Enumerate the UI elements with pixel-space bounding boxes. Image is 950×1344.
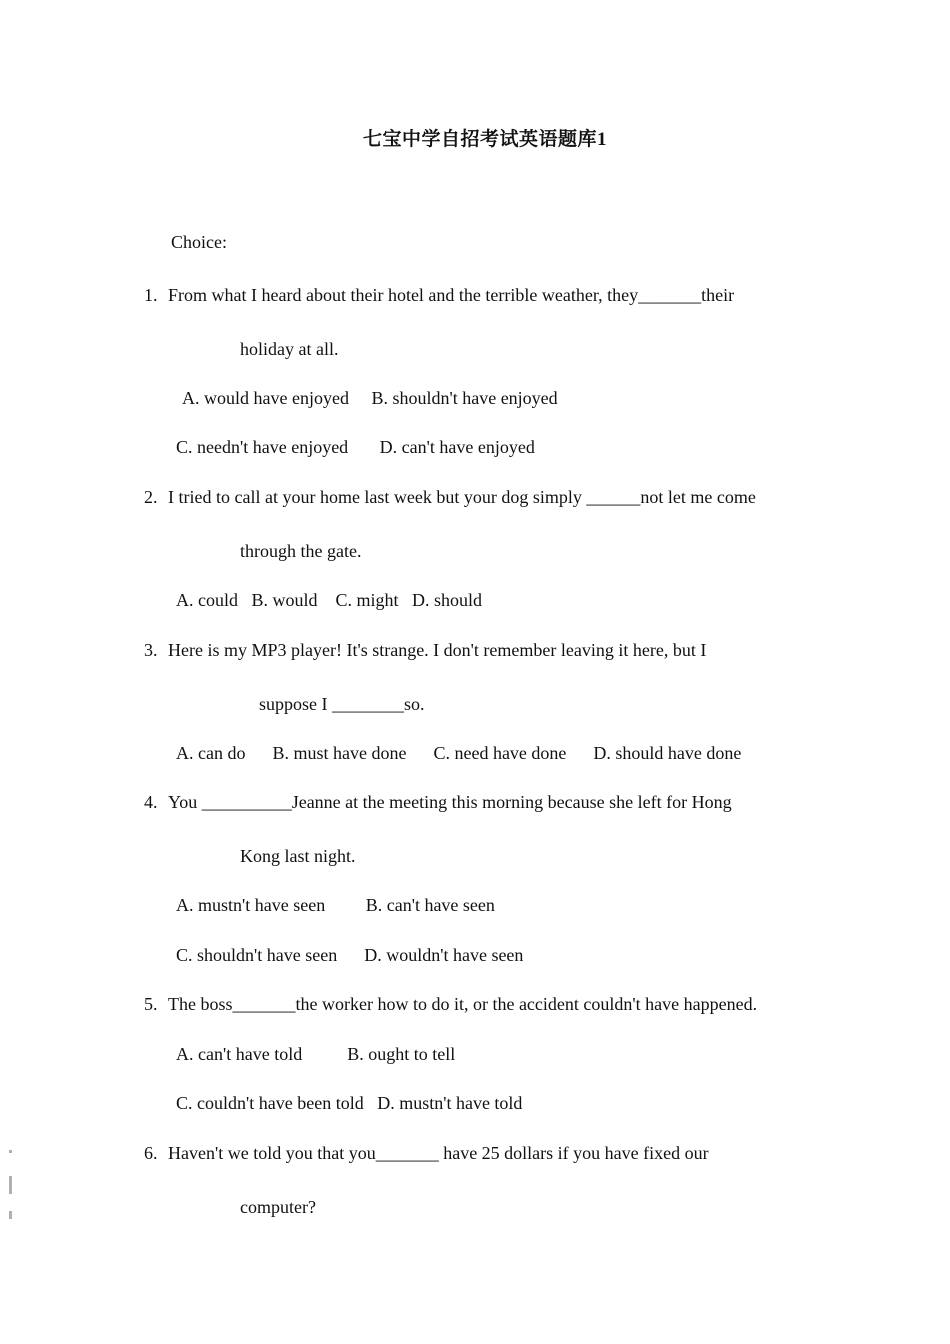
question-5 — [144, 992, 757, 1016]
option-line: A. could B. would C. might D. should — [176, 590, 483, 610]
margin-mark — [9, 1211, 12, 1219]
question-text: Haven't we told you that you_______ have 25 dollars if you have fixed our — [168, 1143, 709, 1163]
question-number: 3. — [144, 640, 158, 660]
question-number: 2. — [144, 487, 158, 507]
question-text: I tried to call at your home last week but your dog simply ______not let me come — [168, 487, 756, 507]
question-6 — [144, 1141, 709, 1165]
question-continuation: holiday at all. — [240, 339, 339, 359]
question-1 — [144, 283, 734, 307]
question-number: 1. — [144, 285, 158, 305]
option-line: A. can't have told B. ought to tell — [176, 1044, 456, 1064]
question-continuation: Kong last night. — [240, 846, 356, 866]
question-continuation: suppose I ________so. — [259, 694, 425, 714]
question-number: 5. — [144, 994, 158, 1014]
margin-mark — [9, 1150, 12, 1153]
option-line: C. needn't have enjoyed D. can't have enjoyed — [176, 437, 535, 457]
question-number: 6. — [144, 1143, 158, 1163]
option-line: A. mustn't have seen B. can't have seen — [176, 895, 495, 915]
question-number: 4. — [144, 792, 158, 812]
question-text: From what I heard about their hotel and the terrible weather, they_______their — [168, 285, 735, 305]
question-continuation: computer? — [240, 1197, 316, 1217]
question-continuation: through the gate. — [240, 541, 362, 561]
margin-mark — [9, 1176, 12, 1194]
option-line: A. would have enjoyed B. shouldn't have enjoyed — [182, 388, 558, 408]
option-line: A. can do B. must have done C. need have done D. should have done — [176, 743, 742, 763]
question-text: You __________Jeanne at the meeting this morning because she left for Hong — [168, 792, 732, 812]
question-2 — [144, 485, 756, 509]
option-line: C. shouldn't have seen D. wouldn't have seen — [176, 945, 524, 965]
option-line: C. couldn't have been told D. mustn't have told — [176, 1093, 523, 1113]
question-text: The boss_______the worker how to do it, or the accident couldn't have happened. — [168, 994, 758, 1014]
question-4 — [144, 790, 732, 814]
question-text: Here is my MP3 player! It's strange. I don't remember leaving it here, but I — [168, 640, 707, 660]
page-title: 七宝中学自招考试英语题库1 — [362, 129, 607, 150]
section-label: Choice: — [171, 232, 227, 252]
question-3 — [144, 638, 706, 662]
